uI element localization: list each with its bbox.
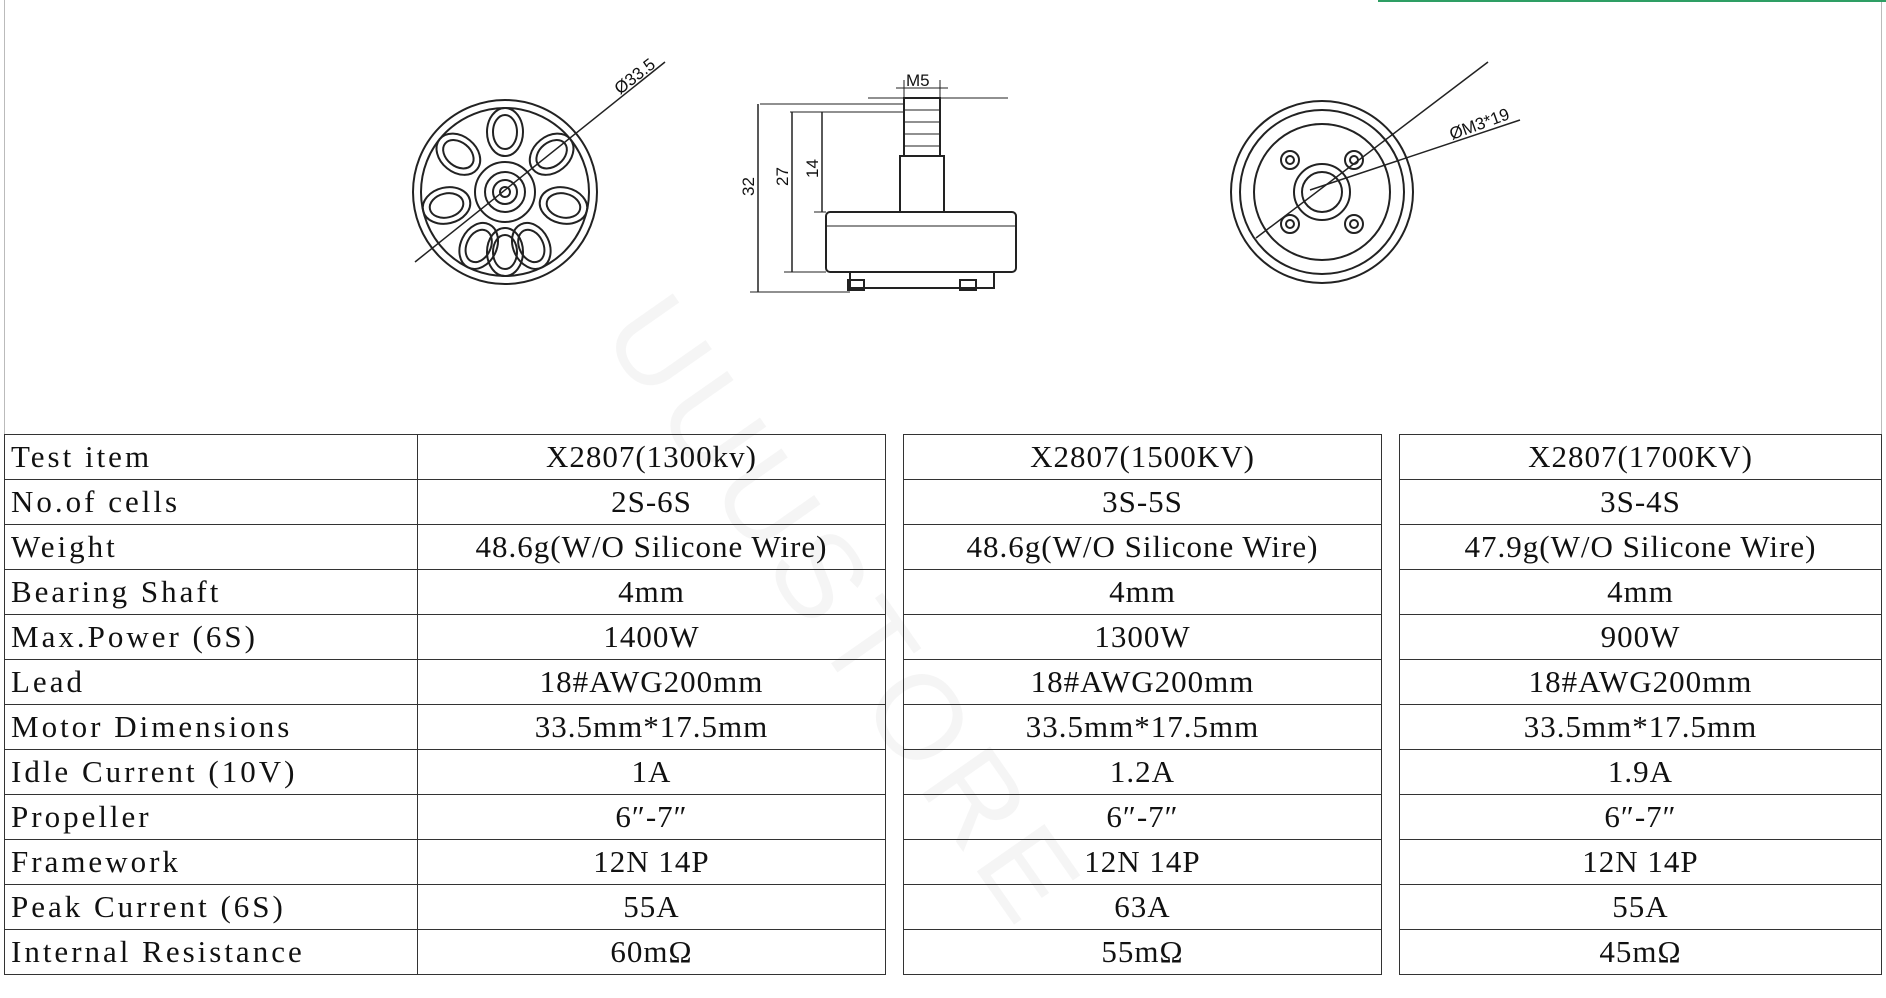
column-header: X2807(1500KV) — [904, 435, 1382, 480]
column-gap — [1382, 840, 1400, 885]
table-row — [5, 885, 1882, 930]
table-cell: 6″-7″ — [904, 795, 1382, 840]
column-gap — [1382, 660, 1400, 705]
row-label: Motor Dimensions — [5, 705, 418, 750]
dim-mount-label: ØM3*19 — [1446, 104, 1512, 144]
table-row — [5, 705, 1882, 750]
column-gap — [886, 930, 904, 975]
table-row — [5, 660, 1882, 705]
table-cell: 33.5mm*17.5mm — [418, 705, 886, 750]
column-gap — [1382, 525, 1400, 570]
table-cell: 1A — [418, 750, 886, 795]
table-row — [5, 750, 1882, 795]
column-gap — [886, 435, 904, 480]
table-cell: 1.2A — [904, 750, 1382, 795]
column-gap — [886, 750, 904, 795]
column-gap — [1382, 930, 1400, 975]
table-cell: 18#AWG200mm — [904, 660, 1382, 705]
dim-shaft-label: M5 — [906, 71, 930, 90]
motor-drawings — [0, 0, 1886, 434]
column-gap — [1382, 750, 1400, 795]
dim-height-total-label: 32 — [739, 177, 758, 196]
column-gap — [886, 570, 904, 615]
row-label: Idle Current (10V) — [5, 750, 418, 795]
table-cell: 33.5mm*17.5mm — [1400, 705, 1882, 750]
column-gap — [886, 525, 904, 570]
table-cell: 4mm — [1400, 570, 1882, 615]
column-gap — [886, 795, 904, 840]
row-label: Framework — [5, 840, 418, 885]
table-row — [5, 840, 1882, 885]
table-row — [5, 525, 1882, 570]
table-cell: 47.9g(W/O Silicone Wire) — [1400, 525, 1882, 570]
row-label: Bearing Shaft — [5, 570, 418, 615]
table-cell: 2S-6S — [418, 480, 886, 525]
table-cell: 1400W — [418, 615, 886, 660]
column-gap — [1382, 885, 1400, 930]
table-cell: 33.5mm*17.5mm — [904, 705, 1382, 750]
table-row — [5, 930, 1882, 975]
table-cell: 3S-4S — [1400, 480, 1882, 525]
table-row — [5, 480, 1882, 525]
column-gap — [1382, 480, 1400, 525]
motor-bottom-view — [1231, 62, 1520, 283]
dim-height-shaft-label: 14 — [803, 159, 822, 178]
spec-table — [4, 434, 1882, 975]
table-cell: 6″-7″ — [1400, 795, 1882, 840]
row-label: No.of cells — [5, 480, 418, 525]
table-cell: 55A — [1400, 885, 1882, 930]
row-label: Max.Power (6S) — [5, 615, 418, 660]
table-cell: 48.6g(W/O Silicone Wire) — [904, 525, 1382, 570]
column-gap — [1382, 795, 1400, 840]
table-cell: 12N 14P — [1400, 840, 1882, 885]
table-cell: 6″-7″ — [418, 795, 886, 840]
table-cell: 900W — [1400, 615, 1882, 660]
table-header-row — [5, 435, 1882, 480]
table-cell: 4mm — [418, 570, 886, 615]
motor-top-view — [413, 62, 665, 284]
table-cell: 12N 14P — [418, 840, 886, 885]
table-cell: 63A — [904, 885, 1382, 930]
row-label: Peak Current (6S) — [5, 885, 418, 930]
table-cell: 1300W — [904, 615, 1382, 660]
table-row — [5, 615, 1882, 660]
column-gap — [886, 705, 904, 750]
table-row — [5, 570, 1882, 615]
column-header: X2807(1300kv) — [418, 435, 886, 480]
table-cell: 55A — [418, 885, 886, 930]
row-label: Propeller — [5, 795, 418, 840]
column-gap — [1382, 615, 1400, 660]
table-cell: 3S-5S — [904, 480, 1382, 525]
column-gap — [1382, 705, 1400, 750]
column-header: X2807(1700KV) — [1400, 435, 1882, 480]
table-cell: 18#AWG200mm — [1400, 660, 1882, 705]
table-cell: 1.9A — [1400, 750, 1882, 795]
table-cell: 45mΩ — [1400, 930, 1882, 975]
dim-diameter-label: Ø33.5 — [610, 54, 659, 99]
row-label: Internal Resistance — [5, 930, 418, 975]
column-gap — [886, 480, 904, 525]
table-cell: 60mΩ — [418, 930, 886, 975]
column-gap — [886, 615, 904, 660]
column-gap — [1382, 570, 1400, 615]
table-cell: 55mΩ — [904, 930, 1382, 975]
row-label: Lead — [5, 660, 418, 705]
technical-drawing-area — [0, 0, 1886, 434]
column-gap — [886, 885, 904, 930]
table-row — [5, 795, 1882, 840]
column-gap — [886, 840, 904, 885]
row-label: Weight — [5, 525, 418, 570]
dim-height-body-label: 27 — [773, 167, 792, 186]
column-gap — [1382, 435, 1400, 480]
table-cell: 12N 14P — [904, 840, 1382, 885]
column-gap — [886, 660, 904, 705]
table-cell: 18#AWG200mm — [418, 660, 886, 705]
table-cell: 4mm — [904, 570, 1382, 615]
table-cell: 48.6g(W/O Silicone Wire) — [418, 525, 886, 570]
header-label: Test item — [5, 435, 418, 480]
